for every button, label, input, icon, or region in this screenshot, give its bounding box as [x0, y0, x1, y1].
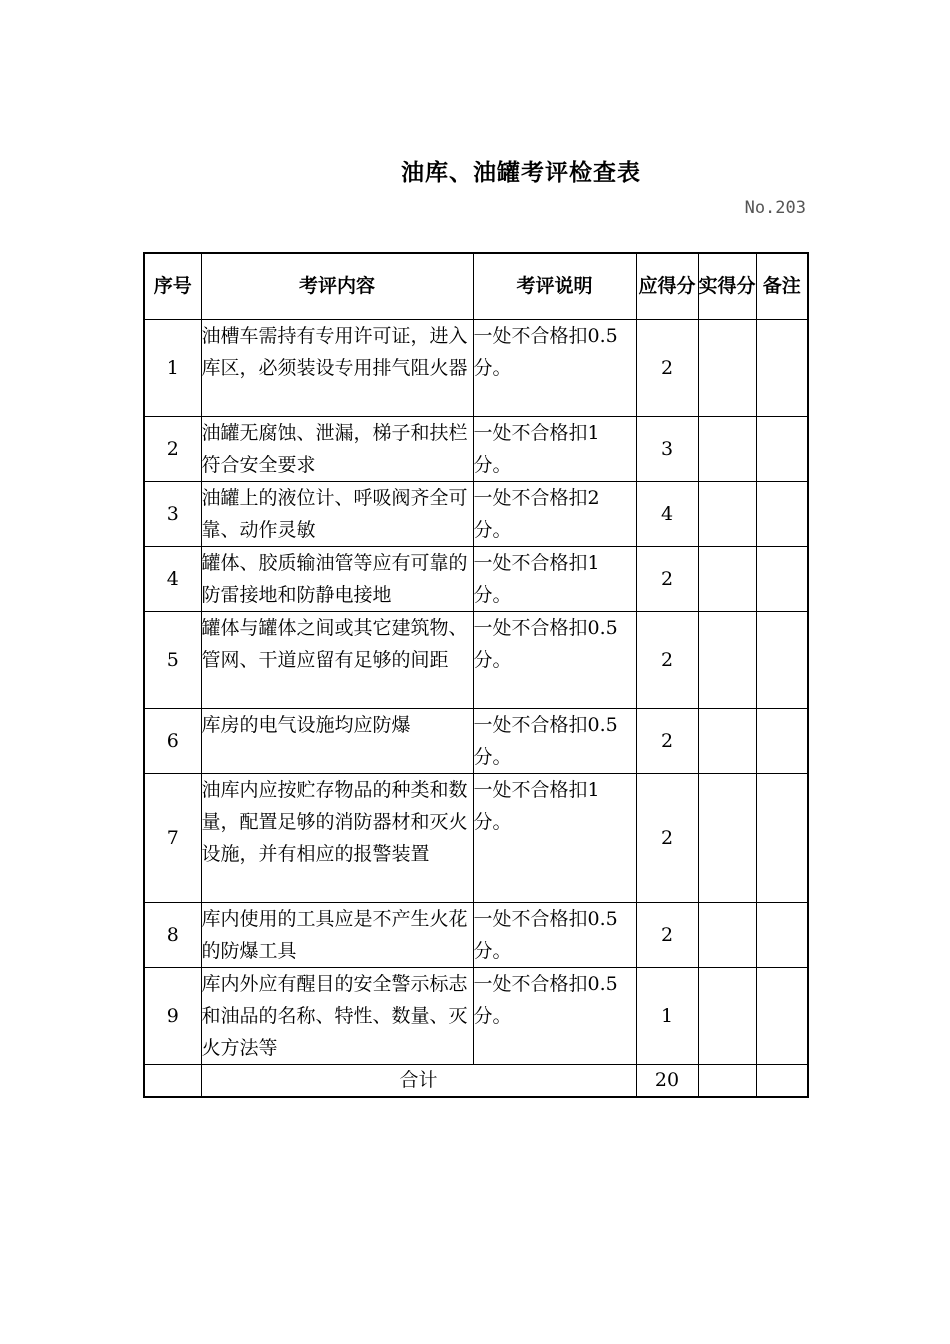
page-title: 油库、油罐考评检查表: [401, 160, 641, 186]
row-actual-score[interactable]: [698, 481, 756, 546]
row-remark[interactable]: [756, 902, 808, 967]
row-content: 油罐无腐蚀、泄漏，梯子和扶栏符合安全要求: [201, 416, 473, 481]
row-remark[interactable]: [756, 708, 808, 773]
header-actual-score: 实得分: [698, 253, 756, 319]
row-remark[interactable]: [756, 546, 808, 611]
row-actual-score[interactable]: [698, 416, 756, 481]
table-row: [144, 708, 808, 773]
row-no: 7: [144, 773, 201, 902]
row-desc: 一处不合格扣0.5分。: [473, 708, 636, 773]
document-number: No.203: [744, 198, 806, 218]
row-desc: 一处不合格扣0.5分。: [473, 967, 636, 1064]
row-no: 6: [144, 708, 201, 773]
row-actual-score[interactable]: [698, 773, 756, 902]
table-row: [144, 773, 808, 902]
row-should-score: 2: [636, 708, 698, 773]
row-actual-score[interactable]: [698, 546, 756, 611]
row-content: 库内使用的工具应是不产生火花的防爆工具: [201, 902, 473, 967]
row-should-score: 2: [636, 902, 698, 967]
row-no: 9: [144, 967, 201, 1064]
row-content: 油槽车需持有专用许可证，进入库区，必须装设专用排气阻火器: [201, 319, 473, 416]
row-content: 库内外应有醒目的安全警示标志和油品的名称、特性、数量、灭火方法等: [201, 967, 473, 1064]
header-content: 考评内容: [201, 253, 473, 319]
header-row: [144, 253, 808, 319]
table-row: [144, 416, 808, 481]
row-no: 5: [144, 611, 201, 708]
row-remark[interactable]: [756, 773, 808, 902]
row-content: 罐体与罐体之间或其它建筑物、管网、干道应留有足够的间距: [201, 611, 473, 708]
total-remark[interactable]: [756, 1064, 808, 1097]
row-should-score: 2: [636, 611, 698, 708]
table-row: [144, 546, 808, 611]
row-actual-score[interactable]: [698, 902, 756, 967]
row-remark[interactable]: [756, 611, 808, 708]
table-row: [144, 902, 808, 967]
row-content: 罐体、胶质输油管等应有可靠的防雷接地和防静电接地: [201, 546, 473, 611]
row-actual-score[interactable]: [698, 611, 756, 708]
row-should-score: 2: [636, 319, 698, 416]
row-desc: 一处不合格扣0.5分。: [473, 319, 636, 416]
table-row: [144, 481, 808, 546]
row-no: 1: [144, 319, 201, 416]
total-score: 20: [636, 1064, 698, 1097]
row-no: 4: [144, 546, 201, 611]
table-row: [144, 967, 808, 1064]
row-remark[interactable]: [756, 416, 808, 481]
row-should-score: 4: [636, 481, 698, 546]
row-desc: 一处不合格扣1分。: [473, 416, 636, 481]
row-should-score: 1: [636, 967, 698, 1064]
row-remark[interactable]: [756, 319, 808, 416]
row-actual-score[interactable]: [698, 708, 756, 773]
row-should-score: 2: [636, 546, 698, 611]
total-row: [144, 1064, 808, 1097]
row-actual-score[interactable]: [698, 319, 756, 416]
row-no: 3: [144, 481, 201, 546]
header-desc: 考评说明: [473, 253, 636, 319]
row-content: 库房的电气设施均应防爆: [201, 708, 473, 773]
row-content: 油罐上的液位计、呼吸阀齐全可靠、动作灵敏: [201, 481, 473, 546]
row-desc: 一处不合格扣1分。: [473, 546, 636, 611]
row-actual-score[interactable]: [698, 967, 756, 1064]
row-desc: 一处不合格扣1分。: [473, 773, 636, 902]
row-no: 2: [144, 416, 201, 481]
total-no-cell: [144, 1064, 201, 1097]
table-row: [144, 611, 808, 708]
row-content: 油库内应按贮存物品的种类和数量，配置足够的消防器材和灭火设施，并有相应的报警装置: [201, 773, 473, 902]
table-row: [144, 319, 808, 416]
row-desc: 一处不合格扣0.5分。: [473, 902, 636, 967]
row-desc: 一处不合格扣0.5分。: [473, 611, 636, 708]
header-remark: 备注: [756, 253, 808, 319]
row-no: 8: [144, 902, 201, 967]
row-should-score: 2: [636, 773, 698, 902]
header-should-score: 应得分: [636, 253, 698, 319]
row-should-score: 3: [636, 416, 698, 481]
total-actual-score[interactable]: [698, 1064, 756, 1097]
row-remark[interactable]: [756, 481, 808, 546]
header-no: 序号: [144, 253, 201, 319]
row-remark[interactable]: [756, 967, 808, 1064]
row-desc: 一处不合格扣2分。: [473, 481, 636, 546]
inspection-table: [143, 252, 809, 1098]
total-label: 合计: [201, 1064, 636, 1097]
